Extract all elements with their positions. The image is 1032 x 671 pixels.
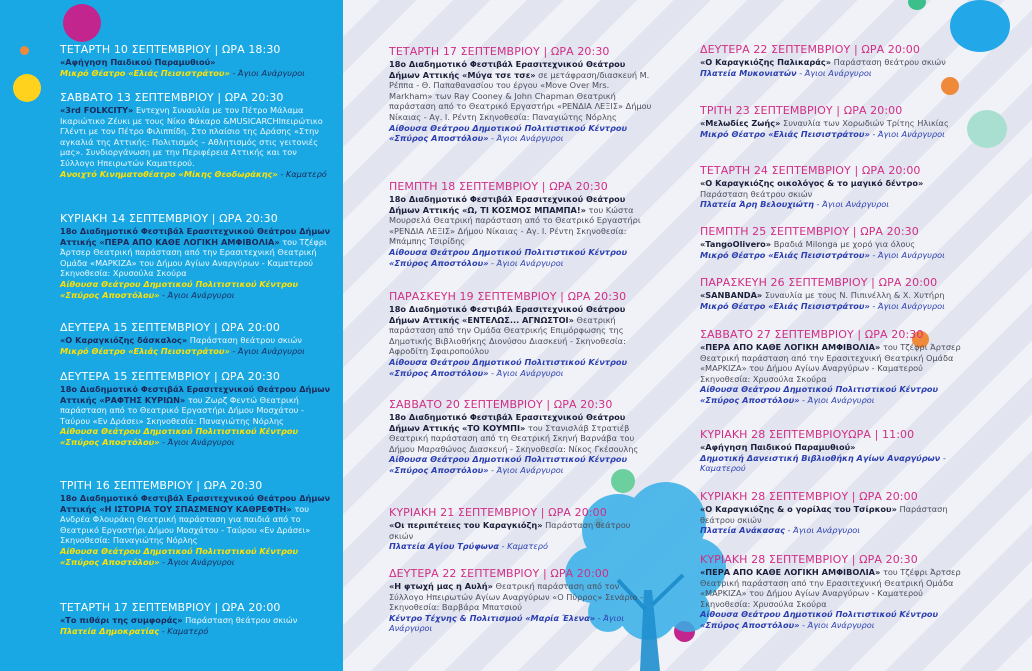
event-date-heading: ΤΡΙΤΗ 23 ΣΕΠΤΕΜΒΡΙΟΥ | ΩΡΑ 20:00 [700, 104, 903, 117]
orange-dot-right [941, 77, 959, 95]
event-venue: Δημοτική Δανειστική Βιβλιοθήκη Αγίων Αναργύρων [700, 452, 941, 463]
event-body [700, 442, 962, 474]
event-city: - Άγιοι Ανάργυροι [389, 612, 625, 634]
event-date-heading: ΚΥΡΙΑΚΗ 14 ΣΕΠΤΕΜΒΡΙΟΥ | ΩΡΑ 20:30 [60, 212, 278, 225]
event-item [700, 164, 962, 210]
event-title: 18ο Διαδημοτικό Φεστιβάλ Ερασιτεχνικού Θεάτρου Δήμων Αττικής «Ω, ΤΙ ΚΟΣΜΟΣ ΜΠΑΜΠΑ!» [389, 194, 626, 215]
event-city: - Άγιοι Ανάργυροι [229, 345, 305, 356]
event-body [389, 194, 654, 268]
event-date-heading: ΤΕΤΑΡΤΗ 10 ΣΕΠΤΕΜΒΡΙΟΥ | ΩΡΑ 18:30 [60, 43, 281, 56]
event-title: «Ο Καραγκιόζης οικολόγος & το μαγικό δέντρο» [700, 178, 924, 188]
event-venue: Αίθουσα Θεάτρου Δημοτικού Πολιτιστικού Κέντρου «Σπύρος Αποστόλου» [700, 609, 939, 630]
event-item [60, 321, 332, 356]
event-venue: Πλατεία Άρη Βελουχιώτη [700, 199, 814, 210]
event-venue: Αίθουσα Θεάτρου Δημοτικού Πολιτιστικού Κέντρου «Σπύρος Αποστόλου» [60, 545, 299, 567]
event-venue: Κέντρο Τέχνης & Πολιτισμού «Μαρία Έλενα» [389, 612, 596, 623]
event-date-heading: ΚΥΡΙΑΚΗ 28 ΣΕΠΤΕΜΒΡΙΟΥΩΡΑ | 11:00 [700, 428, 915, 441]
event-city: - Άγιοι Ανάργυροι [813, 199, 890, 210]
event-venue: Ανοιχτό Κινηματοθέατρο «Μίκης Θεοδωράκης» [60, 168, 278, 179]
event-city: - Άγιοι Ανάργυροι [488, 464, 564, 475]
event-city: - Καματερό [498, 541, 549, 552]
event-description: Παράσταση θεάτρου σκιών [389, 520, 631, 541]
event-date-heading: ΠΕΜΠΤΗ 25 ΣΕΠΤΕΜΒΡΙΟΥ | ΩΡΑ 20:30 [700, 225, 919, 238]
event-venue: Πλατεία Μυκονιατών [700, 67, 797, 78]
event-city: - Άγιοι Ανάργυροι [799, 619, 875, 630]
event-date-heading: ΤΕΤΑΡΤΗ 17 ΣΕΠΤΕΜΒΡΙΟΥ | ΩΡΑ 20:30 [389, 45, 610, 58]
event-description: Βραδιά Milonga με χορό για όλους [773, 239, 916, 249]
event-description: του Ζωρζ Φεντώ Θεατρική παράσταση από το Θεατρικό Εργαστήρι Δήμου Μοσχάτου - Ταύρου «Εν Δράσει» Σκηνοθεσία: Παναγιώτης Νόρλης [60, 394, 304, 426]
event-item [60, 43, 332, 78]
event-body [60, 384, 332, 448]
event-description: Παράσταση θεάτρου σκιών [189, 335, 302, 345]
event-body [389, 304, 654, 378]
event-body [389, 581, 654, 634]
event-title: 18ο Διαδημοτικό Φεστιβάλ Ερασιτεχνικού Θεάτρου Δήμων Αττικής «Μύγα τσε τσε» [389, 59, 626, 80]
orange-dot [20, 46, 29, 55]
event-date-heading: ΤΕΤΑΡΤΗ 24 ΣΕΠΤΕΜΒΡΙΟΥ | ΩΡΑ 20:00 [700, 164, 921, 177]
event-item [700, 490, 962, 536]
event-item [389, 398, 654, 476]
event-body [389, 412, 654, 476]
event-item [389, 506, 654, 552]
event-body [389, 520, 654, 552]
event-city: - Καματερό [277, 168, 327, 179]
event-item [60, 479, 332, 567]
event-city: - Άγιοι Ανάργυροι [229, 67, 305, 78]
event-venue: Πλατεία Δημοκρατίας [60, 625, 160, 636]
event-date-heading: ΣΑΒΒΑΤΟ 13 ΣΕΠΤΕΜΒΡΙΟΥ | ΩΡΑ 20:30 [60, 91, 284, 104]
event-venue: Αίθουσα Θεάτρου Δημοτικού Πολιτιστικού Κέντρου «Σπύρος Αποστόλου» [700, 384, 939, 405]
event-venue: Μικρό Θέατρο «Ελιάς Πεισιστράτου» [700, 300, 870, 311]
event-city: - Άγιοι Ανάργυροι [488, 257, 564, 268]
event-description: του Τζέφρι Άρτσερ Θεατρική παράσταση από την Ερασιτεχνική Θεατρική Ομάδα «ΜΑΡΚΙΖΑ» του Δήμου Αγίων Αναργύρων - Καματερού Σκηνοθεσία: Χρυσούλα Σκούρα [700, 342, 961, 384]
event-item [389, 45, 654, 144]
event-item [389, 180, 654, 268]
event-date-heading: ΔΕΥΤΕΡΑ 22 ΣΕΠΤΕΜΒΡΙΟΥ | ΩΡΑ 20:00 [389, 567, 610, 580]
event-body [700, 504, 962, 536]
event-city: - Άγιοι Ανάργυροι [796, 67, 872, 78]
event-city: - Καματερού [700, 452, 946, 474]
event-venue: Μικρό Θέατρο «Ελιάς Πεισιστράτου» [60, 67, 230, 78]
event-description: Παράσταση θεάτρου σκιών [700, 188, 813, 199]
event-title: «SANBANDA» [700, 290, 763, 300]
event-venue: Μικρό Θέατρο «Ελιάς Πεισιστράτου» [700, 128, 870, 139]
event-title: «TangoOlivero» [700, 239, 772, 249]
event-city: - Καματερό [159, 625, 209, 636]
event-date-heading: ΚΥΡΙΑΚΗ 21 ΣΕΠΤΕΜΒΡΙΟΥ | ΩΡΑ 20:00 [389, 506, 607, 519]
event-venue: Αίθουσα Θεάτρου Δημοτικού Πολιτιστικού Κέντρου «Σπύρος Αποστόλου» [389, 356, 628, 378]
event-title: «3rd FOLKCITY» [60, 105, 134, 115]
event-body [389, 59, 654, 144]
event-date-heading: ΣΑΒΒΑΤΟ 20 ΣΕΠΤΕΜΒΡΙΟΥ | ΩΡΑ 20:30 [389, 398, 613, 411]
event-description: Θεατρική παράσταση από τον Σύλλογο Ηπειρωτών Αγίων Αναργύρων «Ο Πύρρος» Σενάριο - Σκηνοθεσία: Βαρβάρα Μπατσιού [389, 581, 644, 613]
event-venue: Αίθουσα Θεάτρου Δημοτικού Πολιτιστικού Κέντρου «Σπύρος Αποστόλου» [389, 454, 628, 475]
event-body [700, 57, 962, 78]
mint-dot [967, 110, 1007, 148]
event-venue: Μικρό Θέατρο «Ελιάς Πεισιστράτου» [60, 345, 230, 356]
event-venue: Αίθουσα Θεάτρου Δημοτικού Πολιτιστικού Κέντρου «Σπύρος Αποστόλου» [60, 278, 299, 300]
event-description: του Στανισλάβ Στρατιέβ Θεατρική παράσταση από τη Θεατρική Σκηνή Βαρνάβα του Δήμου Μαραθώνος Διασκευή - Σκηνοθεσία: Νίκος Γκέσουλης [389, 422, 639, 454]
event-item [389, 567, 654, 634]
event-title: «Ο Καραγκιόζης δάσκαλος» [60, 335, 188, 345]
event-description: σε μετάφραση/διασκευή Μ. Ρέππα - Θ. Παπαθανασίου του έργου «Move Over Mrs. Markham» των Ray Cooney & John Chapman Θεατρική παράσταση από το Θεατρικό Εργαστήρι «ΡΕΝΔΙΑ ΛΕΞΙΣ» Δήμου Νίκαιας - Αγ. Ι. Ρέντη Σκηνοθεσία: Παναγιώτης Νόρλης [389, 69, 652, 122]
event-date-heading: ΣΑΒΒΑΤΟ 27 ΣΕΠΤΕΜΒΡΙΟΥ | ΩΡΑ 20:30 [700, 328, 924, 341]
event-item [700, 225, 962, 260]
event-venue: Μικρό Θέατρο «Ελιάς Πεισιστράτου» [700, 249, 870, 260]
event-body [700, 178, 962, 210]
event-date-heading: ΔΕΥΤΕΡΑ 22 ΣΕΠΤΕΜΒΡΙΟΥ | ΩΡΑ 20:00 [700, 43, 921, 56]
event-date-heading: ΔΕΥΤΕΡΑ 15 ΣΕΠΤΕΜΒΡΙΟΥ | ΩΡΑ 20:30 [60, 370, 281, 383]
event-date-heading: ΠΕΜΠΤΗ 18 ΣΕΠΤΕΜΒΡΙΟΥ | ΩΡΑ 20:30 [389, 180, 608, 193]
event-venue: Αίθουσα Θεάτρου Δημοτικού Πολιτιστικού Κέντρου «Σπύρος Αποστόλου» [389, 122, 628, 144]
event-body [700, 239, 962, 260]
event-city: - Άγιοι Ανάργυροι [784, 525, 861, 536]
event-item [700, 43, 962, 78]
event-description: του Τζέφρι Άρτσερ Θεατρική παράσταση από την Ερασιτεχνική Θεατρική Ομάδα «ΜΑΡΚΙΖΑ» του Δήμου Αγίων Αναργύρων - Καματερού Σκηνοθεσία: Χρυσούλα Σκούρα [60, 236, 327, 279]
event-title: «Το πιθάρι της συμφοράς» [60, 615, 183, 625]
event-description: του Κώστα Μουρσελά Θεατρική παράσταση από το Θεατρικό Εργαστήρι «ΡΕΝΔΙΑ ΛΕΞΙΣ» Δήμου Νίκαιας - Αγ. Ι. Ρέντη Σκηνοθεσία: Μπάμπης Τσιρίδης [389, 204, 641, 247]
event-body [60, 615, 332, 636]
yellow-dot [13, 74, 41, 102]
event-city: - Άγιοι Ανάργυροι [869, 249, 945, 260]
event-item [389, 290, 654, 378]
event-city: - Άγιοι Ανάργυροι [159, 289, 235, 300]
event-item [60, 212, 332, 300]
event-body [60, 57, 332, 78]
event-body [60, 226, 332, 300]
event-venue: Αίθουσα Θεάτρου Δημοτικού Πολιτιστικού Κέντρου «Σπύρος Αποστόλου» [60, 426, 299, 447]
event-item [60, 370, 332, 448]
event-city: - Άγιοι Ανάργυροι [488, 133, 564, 144]
event-body [700, 118, 962, 139]
event-item [700, 428, 962, 474]
event-item [60, 91, 332, 179]
event-body [700, 290, 962, 311]
event-title: 18ο Διαδημοτικό Φεστιβάλ Ερασιτεχνικού Θεάτρου Δήμων Αττικής «ΡΑΦΤΗΣ ΚΥΡΙΩΝ» [60, 384, 331, 405]
event-city: - Άγιοι Ανάργυροι [799, 394, 875, 405]
event-item [700, 553, 962, 631]
event-body [700, 567, 962, 631]
event-item [60, 601, 332, 636]
event-item [700, 328, 962, 406]
event-description: Εντεχνη Συναυλία με τον Πέτρο Μάλαμα Ικαριώτικο Ζέυκι με τους Νίκο Φάκαρο &MUSICARCHIπειρώτικο Γλέντι με τον Πέτρο Φιλιππίδη. Στο πλαίσιο της Δράσης «Στην αγκαλιά της Αττικής: Πολιτισμός – Αθλητισμός στις γειτονιές μας». Συνδιοργάνωση με την Περιφέρεια Αττικής και τον Σύλλογο Ηπειρωτών Καματερού. [60, 105, 323, 168]
event-title: «ΠΕΡΑ ΑΠΟ ΚΑΘΕ ΛΟΓΙΚΗ ΑΜΦΙΒΟΛΙΑ» [700, 342, 881, 352]
event-venue: Πλατεία Αγίου Τρύφωνα [389, 541, 499, 552]
event-title: «Μελωδίες Ζωής» [700, 118, 781, 128]
event-title: 18ο Διαδημοτικό Φεστιβάλ Ερασιτεχνικού Θεάτρου Δήμων Αττικής «Η ΙΣΤΟΡΙΑ ΤΟΥ ΣΠΑΣΜΕΝΟΥ ΚΑΘΡΕΦΤΗ» [60, 493, 331, 514]
event-venue: Αίθουσα Θεάτρου Δημοτικού Πολιτιστικού Κέντρου «Σπύρος Αποστόλου» [389, 246, 628, 268]
magenta-dot [63, 4, 101, 42]
event-description: Παράσταση θεάτρου σκιών [833, 57, 946, 67]
event-title: «ΠΕΡΑ ΑΠΟ ΚΑΘΕ ΛΟΓΙΚΗ ΑΜΦΙΒΟΛΙΑ» [700, 567, 881, 577]
event-venue: Πλατεία Ανάκασας [700, 525, 785, 536]
event-body [60, 493, 332, 567]
event-description: Συναυλία με τους Ν. Πιπινέλλη & Χ. Χυτήρη [764, 290, 945, 300]
event-title: «Ο Καραγκιόζης Παλικαράς» [700, 57, 832, 67]
event-city: - Άγιοι Ανάργυροι [488, 367, 564, 378]
event-item [700, 276, 962, 311]
event-description: Θεατρική παράσταση από την Ομάδα Θεατρικής Επιμόρφωσης της Δημοτικής Βιβλιοθήκης Διονύσου Διασκευή - Σκηνοθεσία: Αφροδίτη Σφαιροπούλου [389, 314, 626, 357]
event-description: Παράσταση θεάτρου σκιών [185, 615, 298, 625]
event-title: 18ο Διαδημοτικό Φεστιβάλ Ερασιτεχνικού Θεάτρου Δήμων Αττικής «ΤΟ ΚΟΥΜΠΙ» [389, 412, 626, 433]
event-title: «Ο Καραγκιόζης & ο γορίλας του Τσίρκου» [700, 504, 897, 514]
event-description: του Τζέφρι Άρτσερ Θεατρική παράσταση από την Ερασιτεχνική Θεατρική Ομάδα «ΜΑΡΚΙΖΑ» του Δήμου Αγίων Αναργύρων - Καματερού Σκηνοθεσία: Χρυσούλα Σκούρα [700, 567, 961, 609]
event-title: «Αφήγηση Παιδικού Παραμυθιού» [700, 442, 856, 452]
event-body [60, 335, 332, 356]
event-item [700, 104, 962, 139]
event-city: - Άγιοι Ανάργυροι [159, 436, 235, 447]
event-city: - Άγιοι Ανάργυροι [159, 556, 235, 567]
event-description: Συναυλία των Χορωδιών Τρίτης Ηλικίας [783, 118, 949, 128]
event-date-heading: ΠΑΡΑΣΚΕΥΗ 26 ΣΕΠΤΕΜΒΡΙΟΥ | ΩΡΑ 20:00 [700, 276, 938, 289]
event-city: - Άγιοι Ανάργυροι [869, 128, 945, 139]
event-date-heading: ΠΑΡΑΣΚΕΥΗ 19 ΣΕΠΤΕΜΒΡΙΟΥ | ΩΡΑ 20:30 [389, 290, 627, 303]
event-body [60, 105, 332, 179]
event-title: «Η φτωχή μας η Αυλή» [389, 581, 493, 591]
event-date-heading: ΔΕΥΤΕΡΑ 15 ΣΕΠΤΕΜΒΡΙΟΥ | ΩΡΑ 20:00 [60, 321, 281, 334]
event-description: του Ανδρέα Φλουράκη Θεατρική παράσταση για παιδιά από το Θεατρικό Εργαστήρι Δήμου Μοσχάτου - Ταύρου «Εν Δράσει» Σκηνοθεσία: Παναγιώτης Νόρλης [60, 503, 311, 546]
event-city: - Άγιοι Ανάργυροι [869, 300, 945, 311]
event-date-heading: ΚΥΡΙΑΚΗ 28 ΣΕΠΤΕΜΒΡΙΟΥ | ΩΡΑ 20:00 [700, 490, 918, 503]
event-body [700, 342, 962, 406]
event-date-heading: ΤΡΙΤΗ 16 ΣΕΠΤΕΜΒΡΙΟΥ | ΩΡΑ 20:30 [60, 479, 263, 492]
event-description: Παράσταση θεάτρου σκιών [700, 504, 948, 525]
event-title: 18ο Διαδημοτικό Φεστιβάλ Ερασιτεχνικού Θεάτρου Δήμων Αττικής «ΠΕΡΑ ΑΠΟ ΚΑΘΕ ΛΟΓΙΚΗ ΑΜΦΙΒΟΛΙΑ» [60, 226, 331, 247]
event-date-heading: ΚΥΡΙΑΚΗ 28 ΣΕΠΤΕΜΒΡΙΟΥ | ΩΡΑ 20:30 [700, 553, 918, 566]
event-title: «Αφήγηση Παιδικού Παραμυθιού» [60, 57, 216, 67]
event-title: «Οι περιπέτειες του Καραγκιόζη» [389, 520, 543, 530]
event-date-heading: ΤΕΤΑΡΤΗ 17 ΣΕΠΤΕΜΒΡΙΟΥ | ΩΡΑ 20:00 [60, 601, 281, 614]
event-title: 18ο Διαδημοτικό Φεστιβάλ Ερασιτεχνικού Θεάτρου Δήμων Αττικής «ΕΝΤΕΛΩΣ... ΑΓΝΩΣΤΟΙ» [389, 304, 626, 325]
